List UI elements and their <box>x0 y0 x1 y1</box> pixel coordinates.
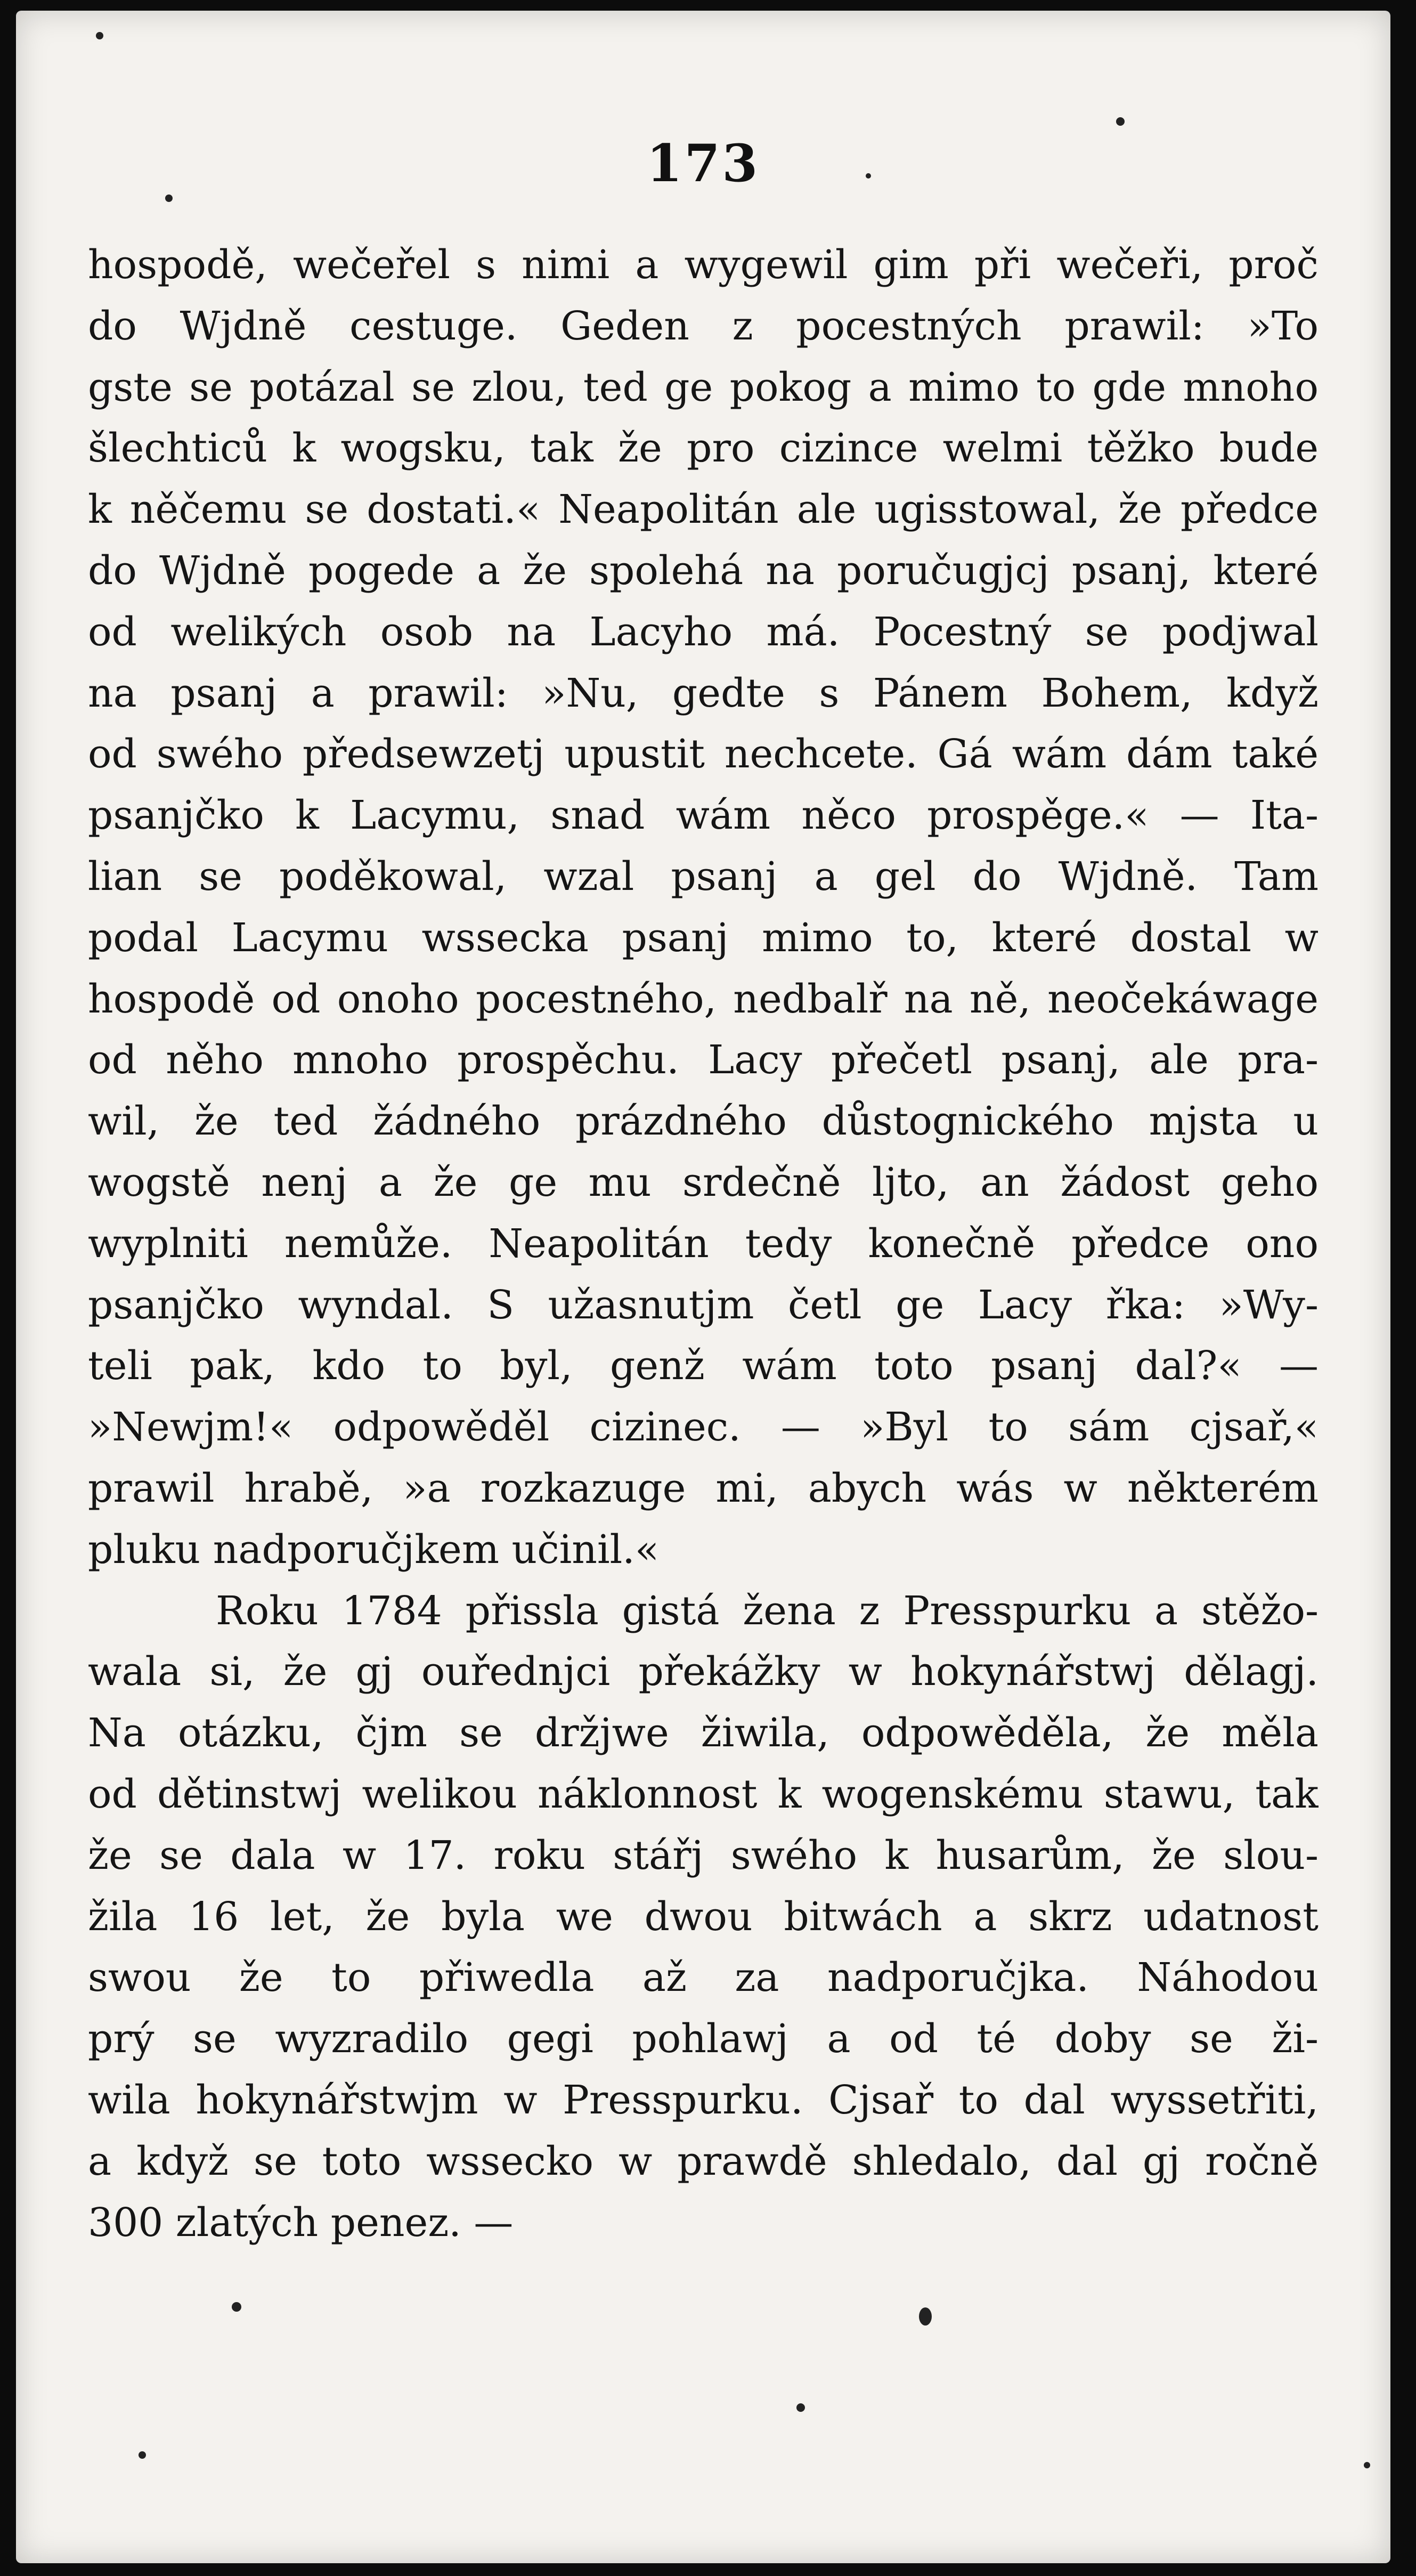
page-text <box>88 234 1319 2253</box>
text-line: wil, že ted žádného prázdného důstognického mjsta u <box>88 1098 1319 1145</box>
print-speck <box>1364 2462 1370 2468</box>
text-line: od dětinstwj welikou náklonnost k wogenskému stawu, tak <box>88 1771 1319 1817</box>
text-line: k něčemu se dostati.« Neapolitán ale ugisstowal, že předce <box>88 487 1319 533</box>
print-speck <box>919 2307 932 2326</box>
text-line: wala si, že gj ouřednjci překážky w hokynářstwj dělagj. <box>88 1649 1319 1695</box>
text-line: od welikých osob na Lacyho má. Pocestný se podjwal <box>88 609 1319 655</box>
print-speck <box>1116 117 1125 126</box>
paragraph <box>88 234 1319 1581</box>
text-line: hospodě, wečeřel s nimi a wygewil gim při wečeři, proč <box>88 242 1319 288</box>
text-line: hospodě od onoho pocestného, nedbalř na ně, neočekáwage <box>88 976 1319 1022</box>
text-line: do Wjdně pogede a že spolehá na poručugjcj psanj, které <box>88 547 1319 594</box>
text-line: od něho mnoho prospěchu. Lacy přečetl psanj, ale pra- <box>88 1037 1319 1083</box>
text-line: do Wjdně cestuge. Geden z pocestných prawil: »To <box>88 303 1319 349</box>
book-page <box>16 11 1390 2563</box>
text-line: lian se poděkowal, wzal psanj a gel do Wjdně. Tam <box>88 853 1319 900</box>
text-line: psanjčko wyndal. S užasnutjm četl ge Lacy řka: »Wy- <box>88 1282 1319 1328</box>
text-line: od swého předsewzetj upustit nechcete. Gá wám dám také <box>88 731 1319 777</box>
text-line: a když se toto wssecko w prawdě shledalo, dal gj ročně <box>88 2138 1319 2184</box>
text-line: Na otázku, čjm se držjwe žiwila, odpowěděla, že měla <box>88 1710 1319 1756</box>
print-speck <box>232 2302 241 2312</box>
text-line: že se dala w 17. roku stářj swého k husarům, že slou- <box>88 1832 1319 1878</box>
text-line: swou že to přiwedla až za nadporučjka. Náhodou <box>88 1955 1319 2001</box>
print-speck <box>139 2451 146 2459</box>
text-line: »Newjm!« odpowěděl cizinec. — »Byl to sám cjsař,« <box>88 1404 1319 1451</box>
text-line: wyplniti nemůže. Neapolitán tedy konečně předce ono <box>88 1220 1319 1267</box>
page-number: 173 <box>646 133 760 193</box>
text-line: šlechticů k wogsku, tak že pro cizince welmi těžko bude <box>88 425 1319 472</box>
text-line: wila hokynářstwjm w Presspurku. Cjsař to dal wyssetřiti, <box>88 2077 1319 2123</box>
print-speck <box>796 2403 805 2412</box>
text-line: teli pak, kdo to byl, genž wám toto psanj dal?« — <box>88 1343 1319 1389</box>
print-speck <box>866 173 871 179</box>
print-speck <box>165 195 173 202</box>
text-line: podal Lacymu wssecka psanj mimo to, které dostal w <box>88 914 1319 961</box>
text-line: žila 16 let, že byla we dwou bitwách a skrz udatnost <box>88 1893 1319 1940</box>
text-line: na psanj a prawil: »Nu, gedte s Pánem Bohem, když <box>88 670 1319 716</box>
text-line: prý se wyzradilo gegi pohlawj a od té doby se ži- <box>88 2016 1319 2062</box>
print-speck <box>96 32 103 39</box>
text-line: prawil hrabě, »a rozkazuge mi, abych wás w některém <box>88 1465 1319 1511</box>
text-line: pluku nadporučjkem učinil.« <box>88 1526 660 1573</box>
text-line: gste se potázal se zlou, ted ge pokog a mimo to gde mnoho <box>88 364 1319 410</box>
text-line: wogstě nenj a že ge mu srdečně ljto, an žádost geho <box>88 1159 1319 1205</box>
text-line: 300 zlatých penez. — <box>88 2199 514 2246</box>
paragraph <box>88 1581 1319 2254</box>
text-line: Roku 1784 přissla gistá žena z Presspurku a stěžo- <box>216 1587 1319 1634</box>
text-line: psanjčko k Lacymu, snad wám něco prospěge.« — Ita- <box>88 792 1319 839</box>
